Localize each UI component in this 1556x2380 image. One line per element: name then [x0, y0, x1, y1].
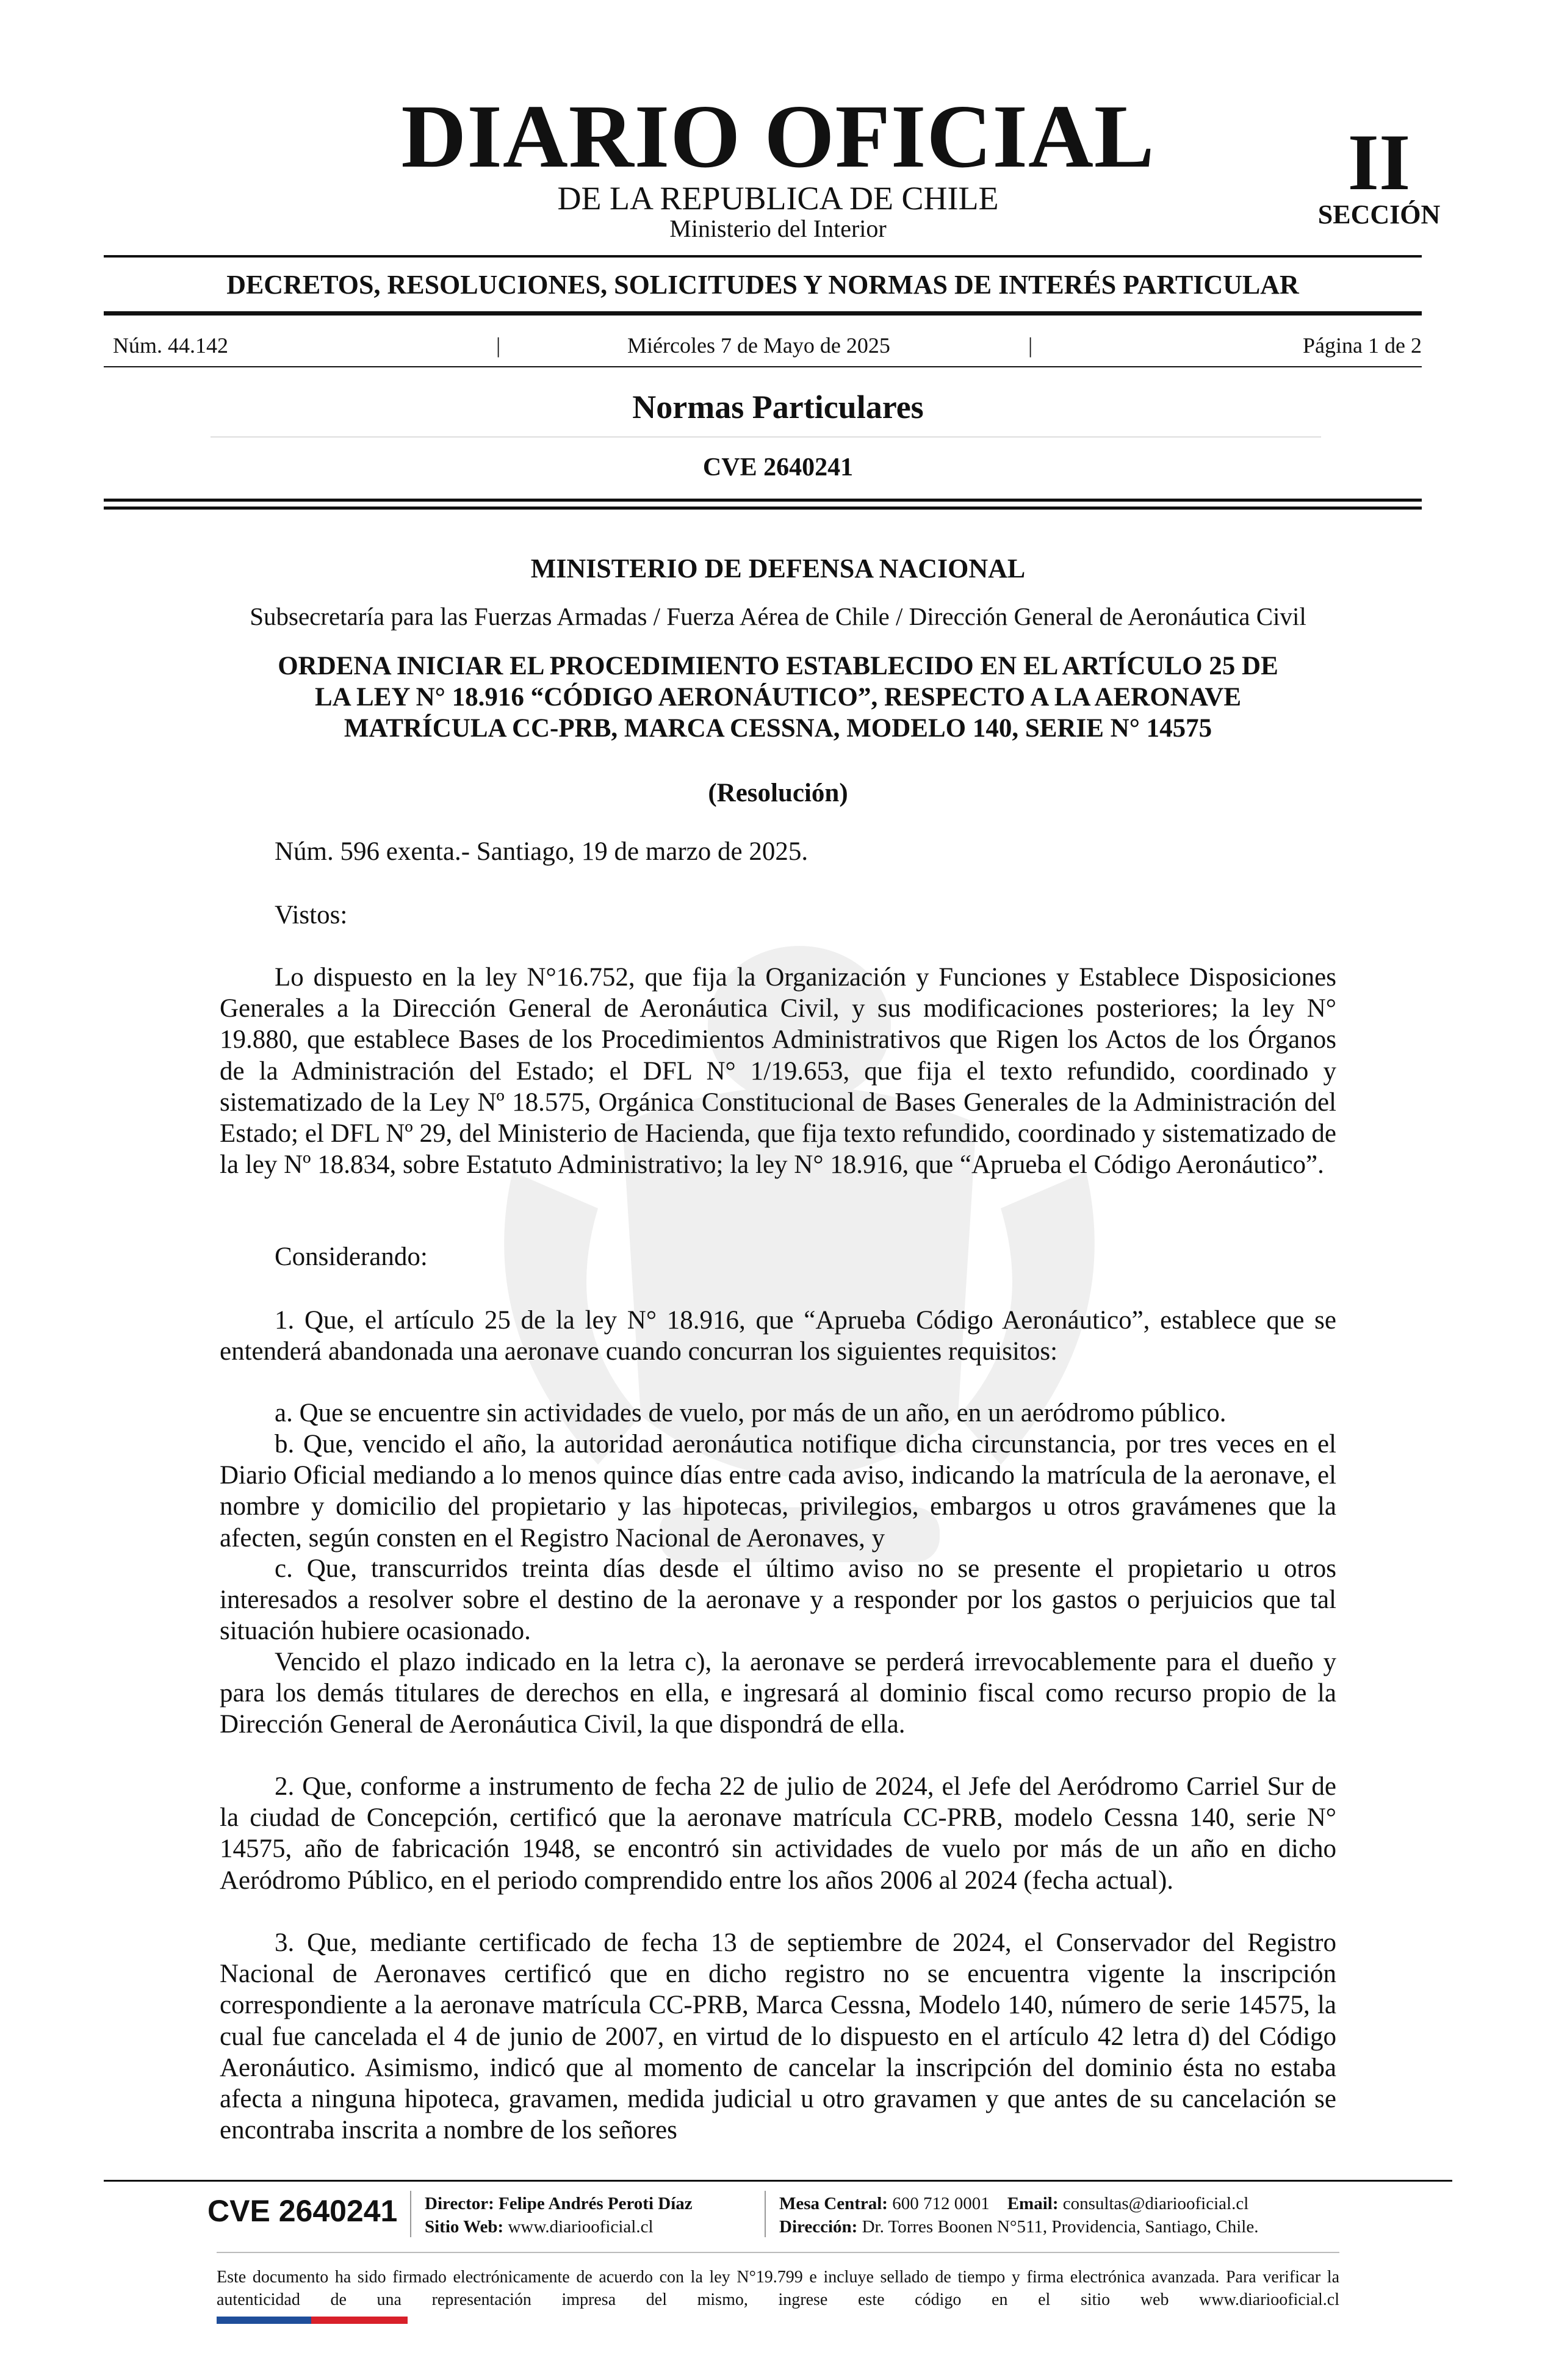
page-indicator: Página 1 de 2 [1303, 333, 1422, 358]
electronic-signature-note: Este documento ha sido firmado electrónicamente de acuerdo con la ley N°19.799 e incluye sellado de tiempo y firma electrónica avanzada. Para verificar la autenticidad de una representación impresa del mismo, ingrese este código en el sitio web www.diariooficial.cl [217, 2268, 1339, 2309]
section-heading: Normas Particulares [632, 389, 924, 425]
considerando-heading: Considerando: [275, 1242, 428, 1271]
flag-stripe-red [311, 2317, 408, 2324]
address-label: Dirección: [779, 2217, 858, 2237]
info-rule [104, 366, 1422, 367]
document-type: (Resolución) [708, 779, 848, 807]
issue-date: Miércoles 7 de Mayo de 2025 [627, 333, 890, 358]
flag-stripe-blue [217, 2317, 311, 2324]
cve-code: CVE 2640241 [702, 453, 854, 481]
considerando-item-2: 2. Que, conforme a instrumento de fecha 22 de julio de 2024, el Jefe del Aeródromo Carriel Sur de la ciudad de Concepción, certificó que la aeronave matrícula CC-PRB, modelo Cessna 140, serie N° 14575, año de fabricación 1948, se encontró sin actividades de vuelo por más de un año en dicho Aeródromo Público, en el periodo comprendido entre los años 2006 al 2024 (fecha actual). [220, 1772, 1336, 1895]
address-text: Dr. Torres Boonen N°511, Providencia, Santiago, Chile. [862, 2217, 1259, 2237]
heading-divider [211, 436, 1321, 438]
resolution-number-line: Núm. 596 exenta.- Santiago, 19 de marzo de 2025. [275, 837, 809, 866]
footer-thin-rule [217, 2252, 1339, 2253]
forfeiture-paragraph: Vencido el plazo indicado en la letra c), la aeronave se perderá irrevocablemente para el dueño y para los demás titulares de derechos en ella, e ingresará al dominio fiscal como recurso propio de la Dirección General de Aeronáutica Civil, la que dispondrá de ella. [220, 1648, 1336, 1739]
footer-divider [410, 2191, 411, 2237]
resolution-title-line: ORDENA INICIAR EL PROCEDIMIENTO ESTABLECIDO EN EL ARTÍCULO 25 DE [278, 652, 1278, 680]
footer-director-block [425, 2192, 693, 2238]
vistos-paragraph: Lo dispuesto en la ley N°16.752, que fija la Organización y Funciones y Establece Disposiciones Generales a la Dirección General de Aeronáutica Civil, y sus modificaciones posteriores; la ley N° 19.880, que establece Bases de los Procedimientos Administrativos que Rigen los Actos de los Órganos de la Administración del Estado; el DFL N° 1/19.653, que fija el texto refundido, coordinado y sistematizado de la Ley Nº 18.575, Orgánica Constitucional de Bases Generales de la Administración del Estado; el DFL Nº 29, del Ministerio de Hacienda, que fija texto refundido, coordinado y sistematizado de la ley Nº 18.834, sobre Estatuto Administrativo; la ley N° 18.916, que “Aprueba el Código Aeronáutico”. [220, 963, 1336, 1180]
website-link[interactable]: www.diariooficial.cl [508, 2217, 654, 2237]
footer-contact-block [779, 2192, 1258, 2238]
subsecretary-line: Subsecretaría para las Fuerzas Armadas / Fuerza Aérea de Chile / Dirección General de Aeronáutica Civil [250, 602, 1306, 630]
website-label: Sitio Web: [425, 2217, 504, 2237]
considerando-item-1: 1. Que, el artículo 25 de la ley N° 18.916, que “Aprueba Código Aeronáutico”, establece que se entenderá abandonada una aeronave cuando concurran los siguientes requisitos: [220, 1306, 1336, 1366]
vistos-heading: Vistos: [275, 901, 348, 929]
issuing-ministry: MINISTERIO DE DEFENSA NACIONAL [530, 554, 1026, 583]
separator: | [1028, 333, 1033, 358]
email-link[interactable]: consultas@diariooficial.cl [1062, 2194, 1249, 2213]
resolution-title-line: MATRÍCULA CC-PRB, MARCA CESSNA, MODELO 140, SERIE N° 14575 [344, 714, 1212, 743]
director-label: Director: [425, 2194, 494, 2213]
considerando-item-3: 3. Que, mediante certificado de fecha 13 de septiembre de 2024, el Conservador del Registro Nacional de Aeronaves certificó que en dicho registro no se encuentra vigente la inscripción correspondiente a la aeronave matrícula CC-PRB, Marca Cessna, Modelo 140, número de serie 14575, la cual fue cancelada el 4 de junio de 2007, en virtud de lo dispuesto en el artículo 42 letra d) del Código Aeronáutico. Asimismo, indicó que al momento de cancelar la inscripción del dominio ésta no estaba afecta a ninguna hipoteca, gravamen, medida judicial u otro gravamen y que antes de su cancelación se encontraba inscrita a nombre de los señores [220, 1928, 1336, 2145]
ministry-line: Ministerio del Interior [669, 215, 887, 242]
double-rule-top [104, 499, 1422, 502]
newspaper-title: DIARIO OFICIAL [401, 87, 1155, 187]
mesa-label: Mesa Central: [779, 2194, 888, 2213]
section-number: II [1347, 117, 1411, 207]
footer-rule [104, 2180, 1452, 2182]
mesa-phone: 600 712 0001 [892, 2194, 990, 2213]
requirement-c: c. Que, transcurridos treinta días desde el último aviso no se presente el propietario u otros interesados a resolver sobre el destino de la aeronave y a responder por los gastos o perjuicios que tal situación hubiere ocasionado. [220, 1554, 1336, 1646]
separator: | [496, 333, 501, 358]
band-rule-thick [104, 311, 1422, 316]
email-label: Email: [1007, 2194, 1059, 2213]
issue-number: Núm. 44.142 [113, 333, 228, 358]
resolution-title-line: LA LEY N° 18.916 “CÓDIGO AERONÁUTICO”, RESPECTO A LA AERONAVE [314, 683, 1242, 712]
section-label: SECCIÓN [1317, 200, 1441, 229]
newspaper-subtitle: DE LA REPUBLICA DE CHILE [557, 180, 999, 217]
footer-divider [765, 2191, 766, 2237]
footer-cve-code: CVE 2640241 [207, 2194, 398, 2228]
director-name: Felipe Andrés Peroti Díaz [499, 2194, 693, 2213]
requirement-a: a. Que se encuentre sin actividades de vuelo, por más de un año, en un aeródromo público. [275, 1399, 1226, 1427]
band-title: DECRETOS, RESOLUCIONES, SOLICITUDES Y NORMAS DE INTERÉS PARTICULAR [226, 270, 1299, 300]
resolution-title [183, 651, 1373, 744]
requirement-b: b. Que, vencido el año, la autoridad aeronáutica notifique dicha circunstancia, por tres veces en el Diario Oficial mediando a lo menos quince días entre cada aviso, indicando la matrícula de la aeronave, el nombre y domicilio del propietario y las hipotecas, privilegios, embargos u otros gravámenes que la afecten, según consten en el Registro Nacional de Aeronaves, y [220, 1430, 1336, 1552]
top-rule [104, 255, 1422, 258]
double-rule-bottom [104, 507, 1422, 510]
